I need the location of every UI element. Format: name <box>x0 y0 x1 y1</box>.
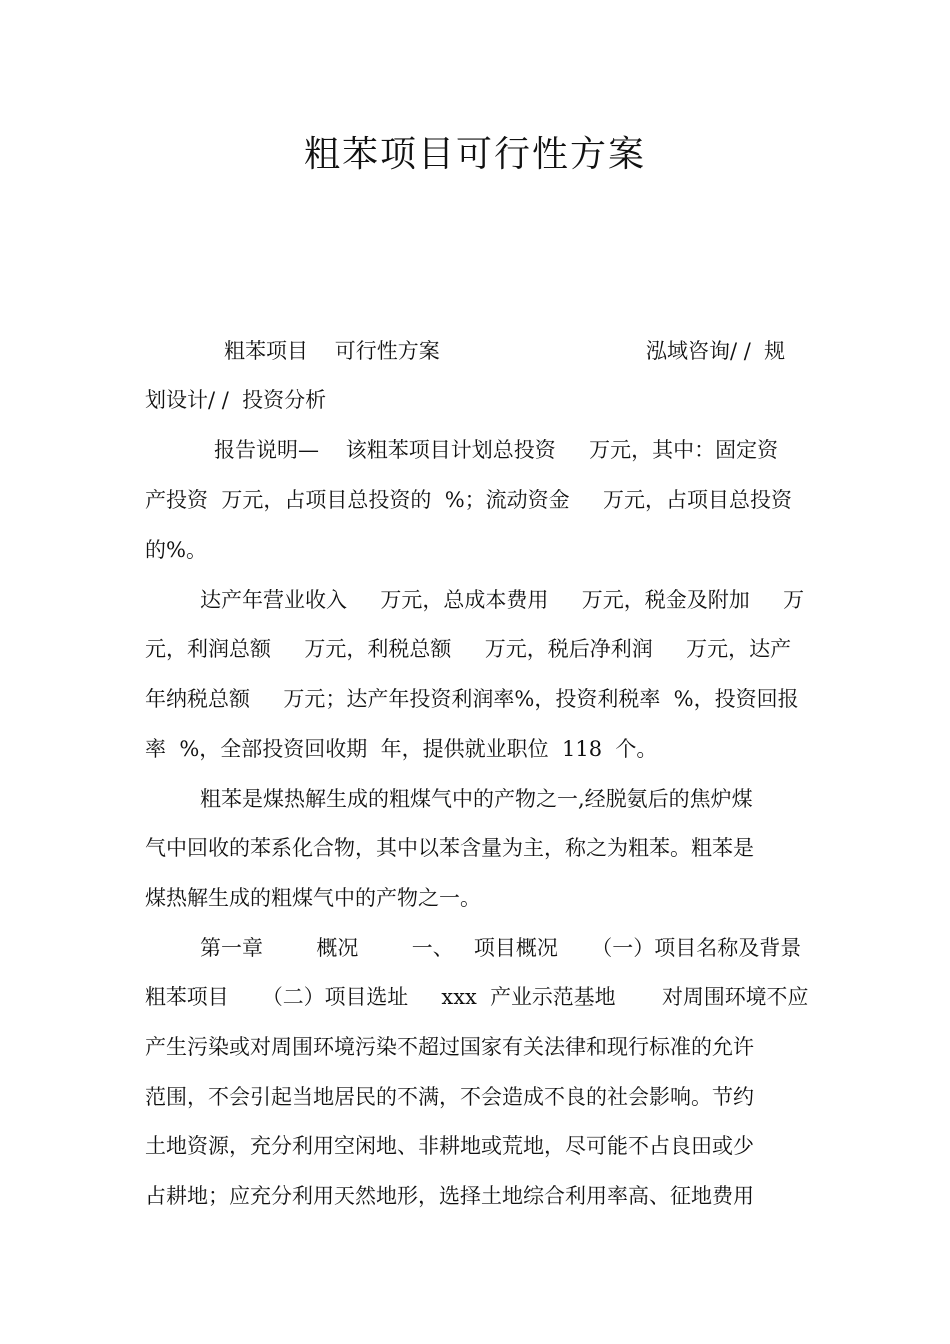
paragraph-line: 占耕地；应充分利用天然地形，选择土地综合利用率高、征地费用 <box>145 1184 754 1208</box>
paragraph-line: 气中回收的苯系化合物，其中以苯含量为主，称之为粗苯。粗苯是 <box>145 836 754 860</box>
paragraph-line: 产生污染或对周围环境污染不超过国家有关法律和现行标准的允许 <box>145 1035 754 1059</box>
paragraph-line: 报告说明— 该粗苯项目计划总投资 万元，其中：固定资 <box>214 438 779 462</box>
paragraph-line: 第一章 概况 一、 项目概况 （一）项目名称及背景 <box>200 936 802 960</box>
paragraph-line: 年纳税总额 万元；达产年投资利润率%，投资利税率 %，投资回报 <box>145 687 799 711</box>
paragraph-line: 达产年营业收入 万元，总成本费用 万元，税金及附加 万 <box>200 588 805 612</box>
document-title: 粗苯项目可行性方案 <box>303 134 646 175</box>
paragraph-line: 率 %，全部投资回收期 年，提供就业职位 118 个。 <box>145 737 658 761</box>
paragraph-line: 土地资源，充分利用空闲地、非耕地或荒地，尽可能不占良田或少 <box>145 1134 754 1158</box>
paragraph-line: 粗苯是煤热解生成的粗煤气中的产物之一,经脱氨后的焦炉煤 <box>200 787 753 811</box>
paragraph-line: 的%。 <box>145 538 207 562</box>
paragraph-line: 范围，不会引起当地居民的不满，不会造成不良的社会影响。节约 <box>145 1085 754 1109</box>
paragraph-line: 粗苯项目 （二）项目选址 xxx 产业示范基地 对周围环境不应 <box>145 985 809 1009</box>
header-publisher-continued: 划设计/ / 投资分析 <box>145 388 327 412</box>
header-publisher: 泓域咨询/ / 规 <box>646 339 786 363</box>
paragraph-line: 煤热解生成的粗煤气中的产物之一。 <box>145 886 481 910</box>
header-project-name: 粗苯项目 可行性方案 <box>224 339 440 363</box>
paragraph-line: 元，利润总额 万元，利税总额 万元，税后净利润 万元，达产 <box>145 637 792 661</box>
paragraph-line: 产投资 万元，占项目总投资的 %；流动资金 万元，占项目总投资 <box>145 488 793 512</box>
